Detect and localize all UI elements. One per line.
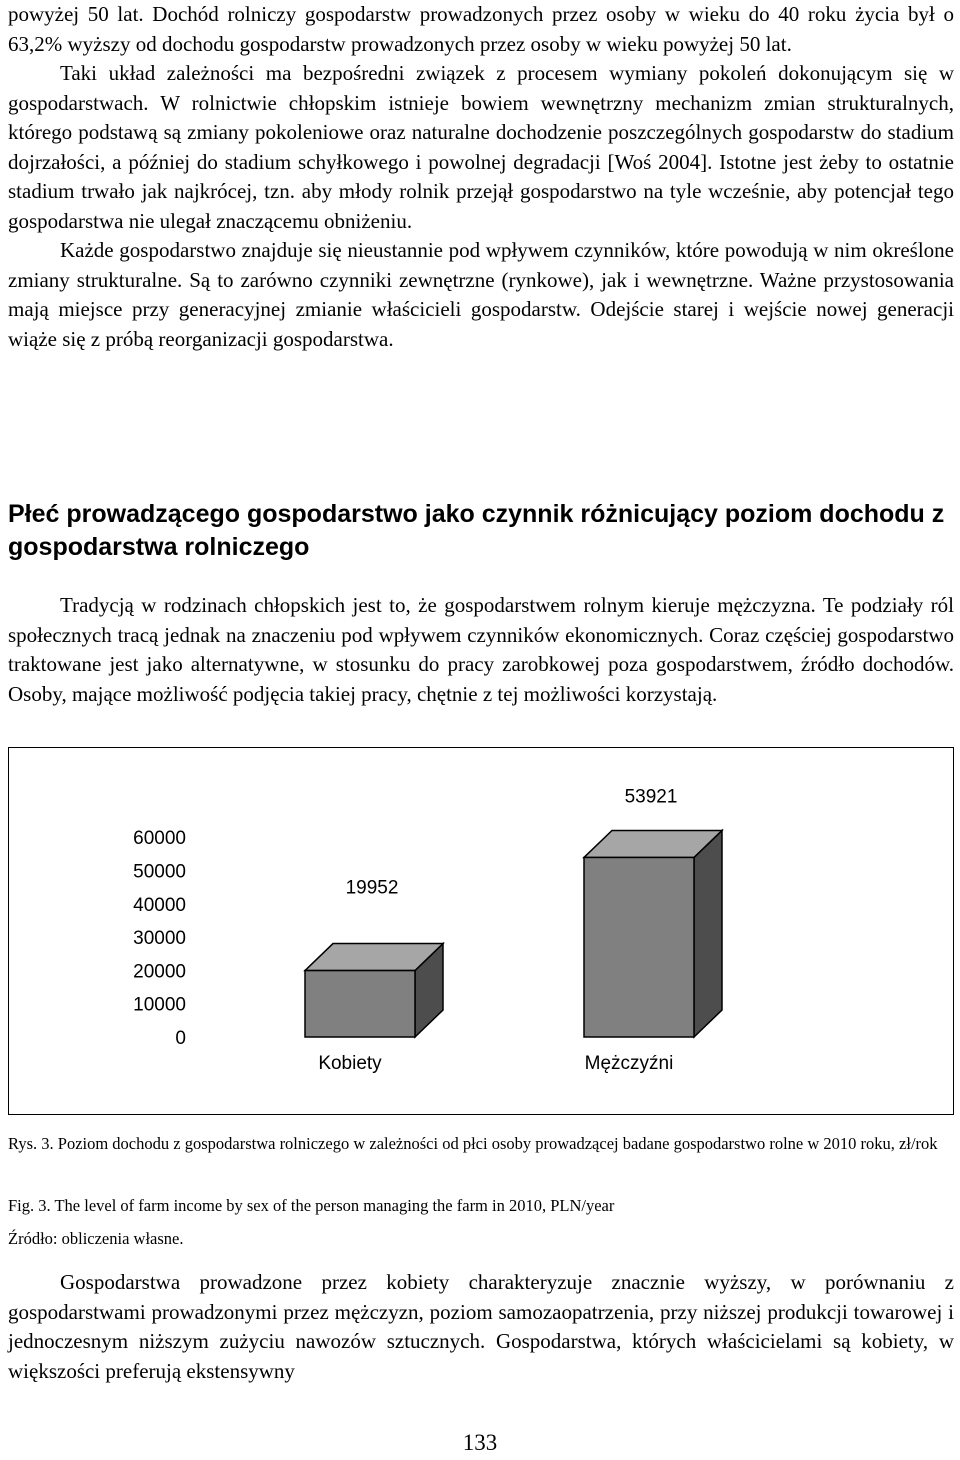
y-tick-label: 60000 (133, 828, 186, 850)
y-tick-label: 0 (175, 1028, 186, 1049)
figure-caption-pl: Rys. 3. Poziom dochodu z gospodarstwa rolniczego w zależności od płci osoby prowadzącej badane gospodarstwo rolne w 2010 roku, zł/rok (8, 1134, 938, 1153)
bar-side (694, 830, 722, 1037)
y-tick-label: 30000 (133, 928, 186, 950)
y-tick-label: 10000 (133, 994, 186, 1016)
top-text (8, 0, 954, 354)
bottom-text (8, 1268, 954, 1386)
paragraph: Gospodarstwa prowadzone przez kobiety charakteryzuje znacznie wyższy, w porównaniu z gospodarstwami prowadzonymi przez mężczyzn, poziom samozaopatrzenia, przy niższej produkcji towarowej i jednoczesnym niższym zużyciu nawozów sztucznych. Gospodarstwa, których właścicielami są kobiety, w większości preferują ekstensywny (8, 1270, 954, 1383)
bar (305, 971, 415, 1037)
data-label: 19952 (345, 877, 399, 899)
income-by-sex-chart (8, 747, 954, 1115)
chart-figure (8, 747, 954, 1115)
page-number: 133 (462, 1430, 498, 1455)
data-label: 53921 (624, 786, 678, 808)
paragraph: powyżej 50 lat. Dochód rolniczy gospodarstw prowadzonych przez osoby w wieku do 40 roku życia był o 63,2% wyższy od dochodu gospodarstw prowadzonych przez osoby w wieku powyżej 50 lat. (8, 2, 954, 56)
y-tick-label: 40000 (133, 894, 186, 916)
y-tick-label: 20000 (133, 961, 186, 983)
paragraph: Taki układ zależności ma bezpośredni związek z procesem wymiany pokoleń dokonującym się w gospodarstwach. W rolnictwie chłopskim istnieje bowiem wewnętrzny mechanizm zmian strukturalnych, którego podstawą są zmiany pokoleniowe oraz naturalne dochodzenie poszczególnych gospodarstw do stadium dojrzałości, a później do stadium schyłkowego i powolnej degradacji [Woś 2004]. Istotne jest żeby to ostatnie stadium trwało jak najkrócej, tzn. aby młody rolnik przejął gospodarstwo na tyle wcześnie, aby potencjał tego gospodarstwa nie ulegał znaczącemu obniżeniu. (8, 61, 954, 233)
category-label: Mężczyźni (584, 1053, 674, 1074)
figure-caption-en: Fig. 3. The level of farm income by sex of the person managing the farm in 2010, PLN/year (8, 1196, 615, 1215)
bar (584, 857, 694, 1037)
category-label: Kobiety (318, 1053, 382, 1074)
y-tick-label: 50000 (133, 861, 186, 883)
section-heading: Płeć prowadzącego gospodarstwo jako czynnik różnicujący poziom dochodu z gospodarstwa rolniczego (8, 500, 945, 561)
figure-source: Źródło: obliczenia własne. (8, 1229, 184, 1248)
paragraph: Tradycją w rodzinach chłopskich jest to, że gospodarstwem rolnym kieruje mężczyzna. Te podziały ról społecznych tracą jednak na znaczeniu pod wpływem czynników ekonomicznych. Coraz częściej gospodarstwo traktowane jest jako alternatywne, w stosunku do pracy zarobkowej poza gospodarstwem, źródło dochodów. Osoby, mające możliwość podjęcia takiej pracy, chętnie z tej możliwości korzystają. (8, 593, 954, 706)
paragraph: Każde gospodarstwo znajduje się nieustannie pod wpływem czynników, które powodują w nim określone zmiany strukturalne. Są to zarówno czynniki zewnętrzne (rynkowe), jak i wewnętrzne. Ważne przystosowania mają miejsce przy generacyjnej zmianie właścicieli gospodarstw. Odejście starej i wejście nowej generacji wiąże się z próbą reorganizacji gospodarstwa. (8, 238, 954, 351)
section-text (8, 591, 954, 709)
